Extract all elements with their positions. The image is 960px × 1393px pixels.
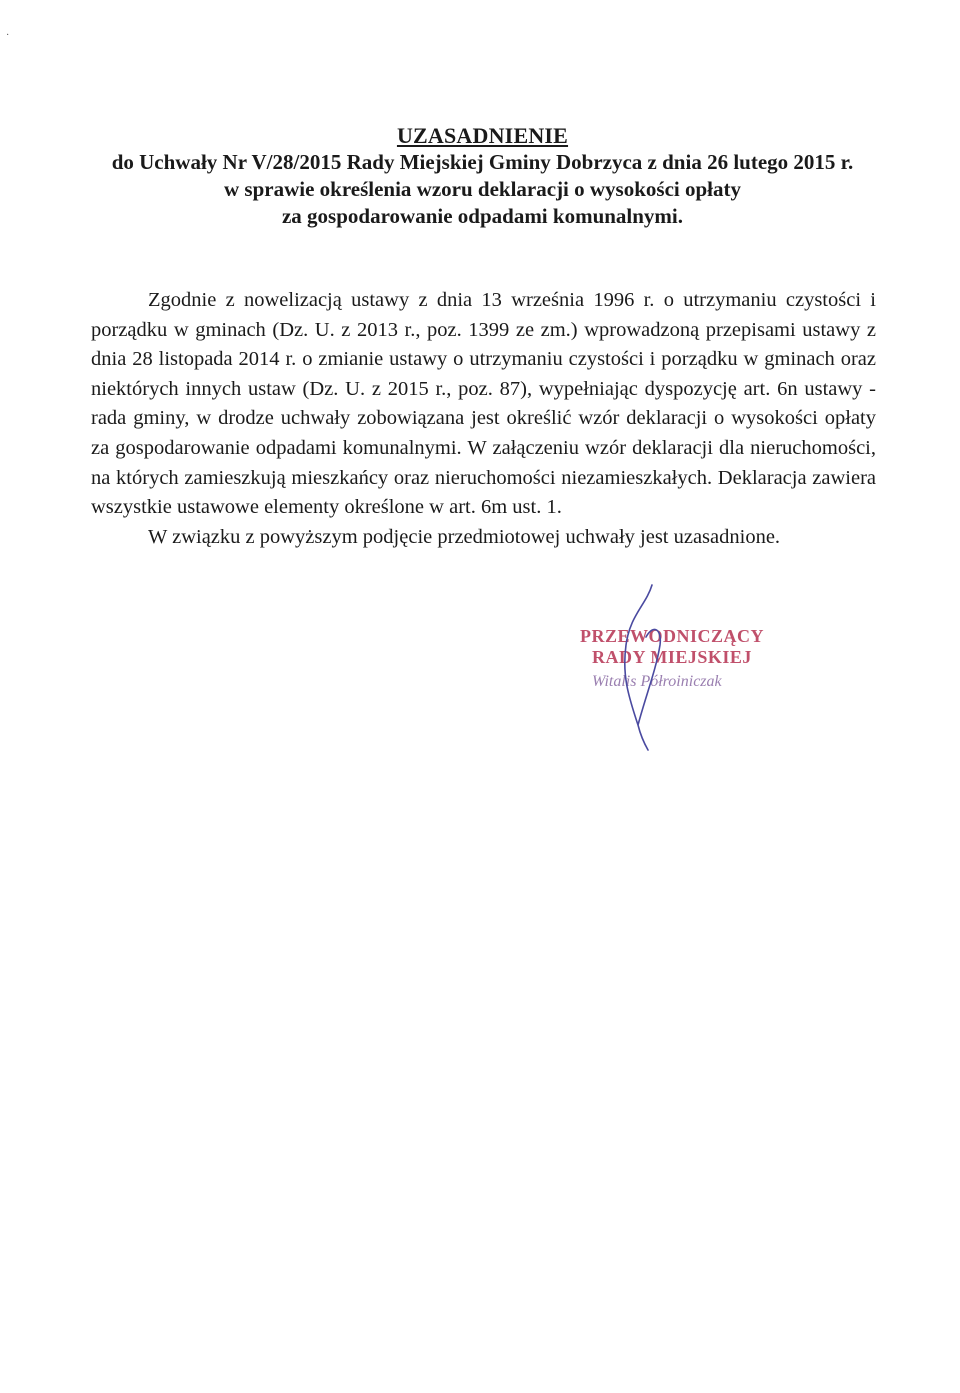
- resolution-subject-line-1: w sprawie określenia wzoru deklaracji o wysokości opłaty: [223, 177, 741, 201]
- stamp-name: Witalis Półroiniczak: [592, 673, 722, 690]
- document-body: [91, 286, 876, 552]
- conclusion-paragraph: W związku z powyższym podjęcie przedmiotowej uchwały jest uzasadnione.: [148, 525, 781, 548]
- document-title: UZASADNIENIE: [396, 123, 569, 148]
- scan-mark: ·: [6, 30, 10, 41]
- justification-paragraph: Zgodnie z nowelizacją ustawy z dnia 13 września 1996 r. o utrzymaniu czystości i porządku w gminach (Dz. U. z 2013 r., poz. 1399 ze zm.) wprowadzoną przepisami ustawy z dnia 28 listopada 2014 r. o zmianie ustawy o utrzymaniu czystości i porządku w gminach oraz niektórych innych ustaw (Dz. U. z 2015 r., poz. 87), wypełniając dyspozycję art. 6n ustawy - rada gminy, w drodze uchwały zobowiązana jest określić wzór deklaracji o wysokości opłaty za gospodarowanie odpadami komunalnymi. W załączeniu wzór deklaracji dla nieruchomości, na których zamieszkują mieszkańcy oraz nieruchomości niezamieszkałych. Deklaracja zawiera wszystkie ustawowe elementy określone w art. 6m ust. 1.: [91, 289, 876, 519]
- resolution-subject-line-2: za gospodarowanie odpadami komunalnymi.: [281, 204, 684, 228]
- handwritten-signature: [600, 575, 680, 755]
- resolution-reference: do Uchwały Nr V/28/2015 Rady Miejskiej Gminy Dobrzyca z dnia 26 lutego 2015 r.: [111, 150, 854, 174]
- document-header: [90, 122, 875, 230]
- stamp-council: RADY MIEJSKIEJ: [592, 647, 752, 667]
- stamp-title: PRZEWODNICZĄCY: [580, 626, 765, 646]
